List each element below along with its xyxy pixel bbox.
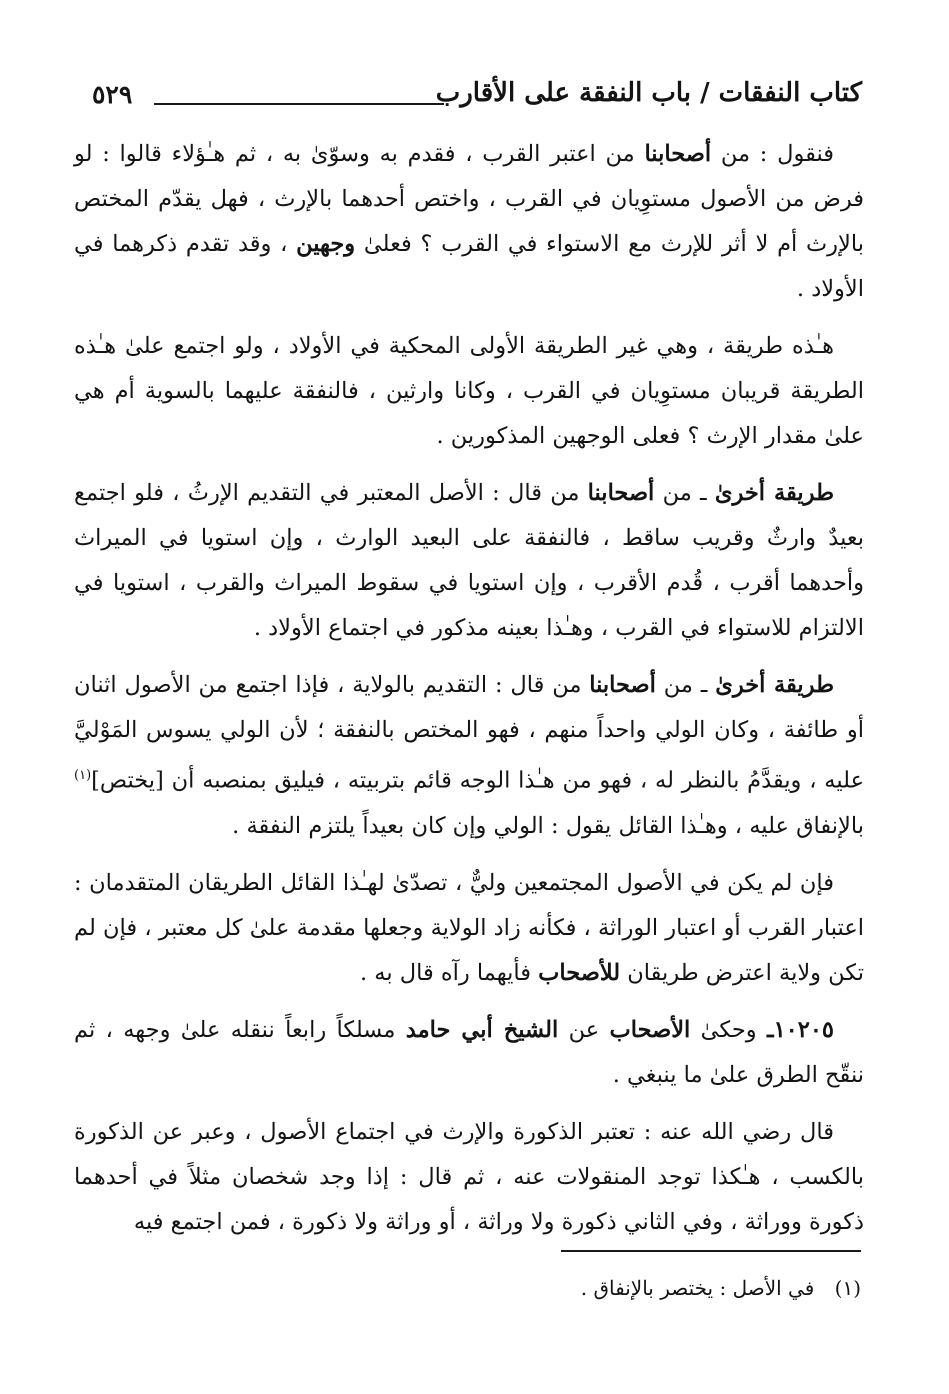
footnote-ref: (١) bbox=[74, 768, 92, 783]
paragraph bbox=[74, 1008, 864, 1098]
text-run: هـٰذه طريقة ، وهي غير الطريقة الأولى المحكية في الأولاد ، ولو اجتمع علىٰ هـٰذه الطريقة قريبان مستوِيان في القرب ، وكانا وارثين ، فالنفقة عليهما بالسوية أم هي علىٰ مقدار الإرث ؟ فعلى الوجهين المذكورين . bbox=[74, 333, 864, 449]
bold-term: أصحابنا bbox=[587, 480, 655, 506]
text-run: من قال : التقديم بالولاية ، فإذا اجتمع من الأصول اثنان أو طائفة ، وكان الولي واحداً منهم ، فهو المختص بالنفقة ؛ لأن الولي يسوس المَوْليَّ عليه ، ويقدَّمُ بالنظر له ، فهو من هـٰذا الوجه قائم بتربيته ، فيليق بمنصبه أن [يختص] bbox=[74, 672, 864, 794]
text-run: بالإنفاق عليه ، وهـٰذا القائل يقول : الولي وإن كان بعيداً يلتزم النفقة . bbox=[232, 812, 864, 839]
footnote-text: في الأصل : يختصر بالإنفاق . bbox=[580, 1276, 815, 1300]
running-header bbox=[92, 74, 862, 124]
bold-term: طريقة أخرىٰ bbox=[715, 672, 834, 698]
page-number: ٥٢٩ bbox=[92, 80, 133, 109]
paragraph bbox=[74, 663, 864, 849]
text-run: ـ من bbox=[654, 480, 715, 506]
text-run: عن bbox=[558, 1016, 610, 1043]
text-run: ـ من bbox=[655, 672, 716, 698]
footnote-number: (١) bbox=[834, 1276, 861, 1300]
text-run: مسلكاً رابعاً ننقله علىٰ وجهه ، ثم ننقّح الطرق علىٰ ما ينبغي . bbox=[74, 1016, 864, 1088]
bold-term: الشيخ أبي حامد bbox=[405, 1016, 559, 1043]
text-run: قال رضي الله عنه : تعتبر الذكورة والإرث في اجتماع الأصول ، وعبر عن الذكورة بالكسب ، هـٰكذا توجد المنقولات عنه ، ثم قال : إذا وجد شخصان مثلاً في أحدهما ذكورة ووراثة ، وفي الثاني ذكورة ولا وراثة ، أو وراثة ولا ذكورة ، فمن اجتمع فيه bbox=[74, 1118, 864, 1235]
bold-term: ١٠٢٠٥ـ bbox=[766, 1016, 834, 1043]
text-run: من قال : الأصل المعتبر في التقديم الإرثُ ، فلو اجتمع بعيدٌ وارثٌ وقريب ساقط ، فالنفقة على البعيد الوارث ، وإن استويا في الميراث وأحدهما أقرب ، قُدم الأقرب ، وإن استويا في سقوط الميراث والقرب ، استويا في الالتزام للاستواء في القرب ، وهـٰذا بعينه مذكور في اجتماع الأولاد . bbox=[74, 480, 864, 641]
text-run: فإن لم يكن في الأصول المجتمعين وليٌّ ، تصدّىٰ لهـٰذا القائل الطريقان المتقدمان : اعتبار القرب أو اعتبار الوراثة ، فكأنه زاد الولاية وجعلها مقدمة علىٰ كل معتبر ، فإن لم تكن ولاية اعترض طريقان bbox=[74, 869, 864, 986]
header-rule bbox=[154, 103, 444, 105]
text-run: وحكىٰ bbox=[690, 1016, 767, 1043]
paragraph bbox=[74, 132, 864, 312]
bold-term: طريقة أخرىٰ bbox=[714, 480, 834, 506]
bold-term: الأصحاب bbox=[609, 1016, 691, 1043]
body-text bbox=[74, 132, 864, 1257]
text-run: فأيهما رآه قال به . bbox=[359, 959, 539, 986]
footnote-rule bbox=[561, 1250, 861, 1252]
bold-term: وجهين bbox=[296, 231, 356, 257]
paragraph bbox=[74, 861, 864, 996]
text-run: فنقول : من bbox=[711, 141, 834, 167]
footnote bbox=[161, 1270, 861, 1306]
paragraph bbox=[74, 1110, 864, 1245]
bold-term: أصحابنا bbox=[589, 672, 656, 698]
bold-term: أصحابنا bbox=[644, 141, 712, 167]
text-run: ، وقد تقدم ذكرهما في الأولاد . bbox=[74, 231, 864, 302]
bold-term: للأصحاب bbox=[538, 959, 621, 986]
header-title: كتاب النفقات / باب النفقة على الأقارب bbox=[435, 78, 862, 108]
paragraph bbox=[74, 471, 864, 651]
text-run: من اعتبر القرب ، فقدم به وسوّىٰ به ، ثم هـٰؤلاء قالوا : لو فرض من الأصول مستوِيان في القرب ، واختص أحدهما بالإرث ، فهل يقدّم المختص بالإرث أم لا أثر للإرث مع الاستواء في القرب ؟ فعلىٰ bbox=[74, 141, 864, 257]
paragraph bbox=[74, 324, 864, 459]
